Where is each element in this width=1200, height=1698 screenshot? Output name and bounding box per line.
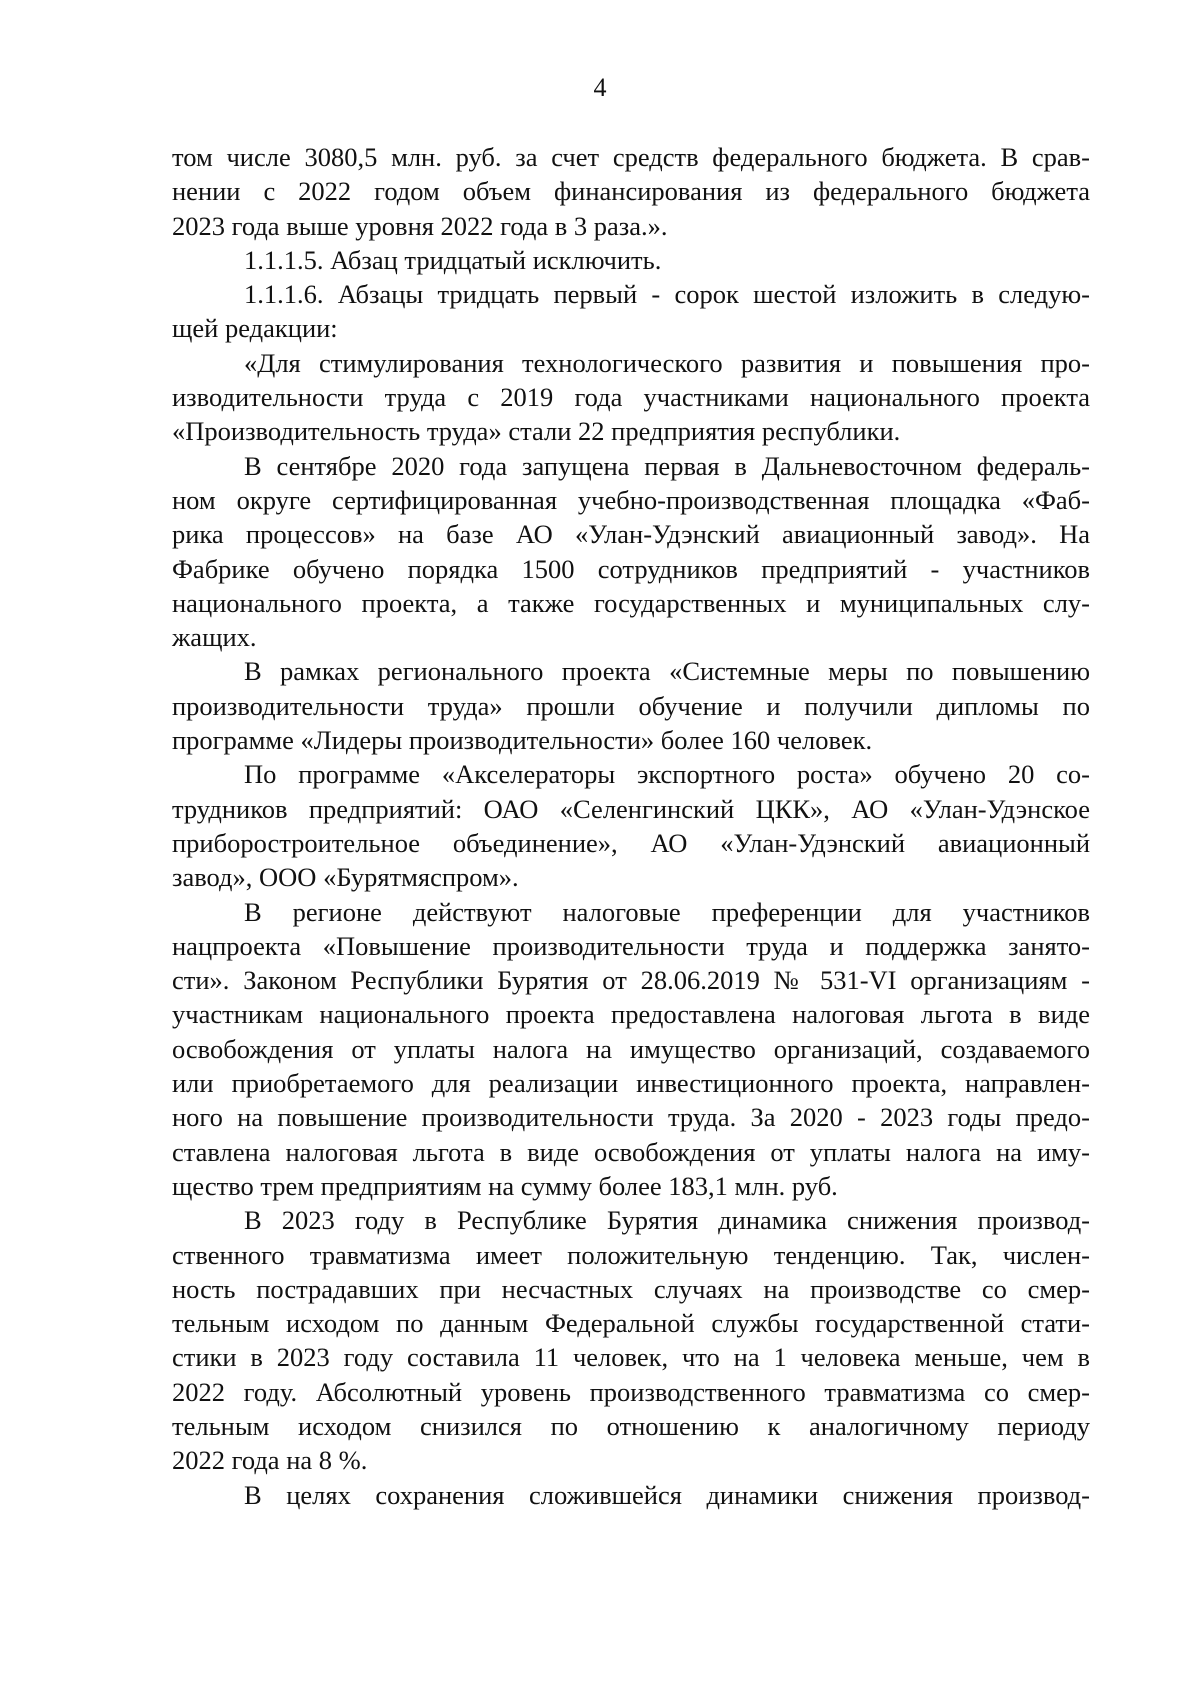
paragraph-first-line: В 2023 году в Республике Бурятия динамика снижения производ- <box>244 1205 1090 1236</box>
paragraph-first-line: По программе «Акселераторы экспортного роста» обучено 20 со- <box>244 759 1090 790</box>
text-line: производительности труда» прошли обучение и получили дипломы по <box>172 690 1090 721</box>
text-line: жащих. <box>172 622 257 653</box>
text-line: стики в 2023 году составила 11 человек, что на 1 человека меньше, чем в <box>172 1342 1090 1373</box>
text-line: «Производительность труда» стали 22 предприятия республики. <box>172 416 901 447</box>
text-line: участникам национального проекта предоставлена налоговая льгота в виде <box>172 999 1090 1030</box>
text-line: нацпроекта «Повышение производительности труда и поддержка занято- <box>172 930 1090 961</box>
text-line: ном округе сертифицированная учебно-производственная площадка «Фаб- <box>172 484 1090 515</box>
paragraph-first-line: 1.1.1.6. Абзацы тридцать первый - сорок шестой изложить в следую- <box>244 279 1090 310</box>
paragraph-first-line: В регионе действуют налоговые преференции для участников <box>244 896 1090 927</box>
text-line: ставлена налоговая льгота в виде освобождения от уплаты налога на иму- <box>172 1136 1090 1167</box>
text-line: программе «Лидеры производительности» более 160 человек. <box>172 725 873 756</box>
document-body <box>172 140 1090 1512</box>
text-line: тельным исходом снизился по отношению к аналогичному периоду <box>172 1410 1090 1441</box>
paragraph-first-line: «Для стимулирования технологического развития и повышения про- <box>244 347 1090 378</box>
text-line: ность пострадавших при несчастных случаях на производстве со смер- <box>172 1273 1090 1304</box>
text-line: изводительности труда с 2019 года участниками национального проекта <box>172 382 1090 413</box>
paragraph-first-line: В целях сохранения сложившейся динамики снижения производ- <box>244 1479 1090 1510</box>
text-line: сти». Законом Республики Бурятия от 28.06.2019 № 531-VI организациям - <box>172 965 1090 996</box>
text-line: нении с 2022 годом объем финансирования из федерального бюджета <box>172 176 1090 207</box>
text-line: щей редакции: <box>172 313 338 344</box>
text-line: 2023 года выше уровня 2022 года в 3 раза.». <box>172 210 668 241</box>
text-line: рика процессов» на базе АО «Улан-Удэнский авиационный завод». На <box>172 519 1090 550</box>
text-line: или приобретаемого для реализации инвестиционного проекта, направлен- <box>172 1068 1090 1099</box>
text-line: приборостроительное объединение», АО «Улан-Удэнский авиационный <box>172 827 1090 858</box>
paragraph-first-line: В сентябре 2020 года запущена первая в Дальневосточном федераль- <box>244 450 1090 481</box>
text-line: 2022 году. Абсолютный уровень производственного травматизма со смер- <box>172 1376 1090 1407</box>
paragraph-first-line: В рамках регионального проекта «Системные меры по повышению <box>244 656 1090 687</box>
text-line: национального проекта, а также государственных и муниципальных слу- <box>172 587 1090 618</box>
page-number: 4 <box>593 73 607 102</box>
text-line: освобождения от уплаты налога на имущество организаций, создаваемого <box>172 1033 1090 1064</box>
text-line: том числе 3080,5 млн. руб. за счет средств федерального бюджета. В срав- <box>172 142 1090 172</box>
text-line: ственного травматизма имеет положительную тенденцию. Так, числен- <box>172 1239 1090 1270</box>
text-line: тельным исходом по данным Федеральной службы государственной стати- <box>172 1308 1090 1339</box>
text-line: завод», ООО «Бурятмяспром». <box>172 862 519 893</box>
text-line: трудников предприятий: ОАО «Селенгинский ЦКК», АО «Улан-Удэнское <box>172 793 1090 824</box>
text-line: ного на повышение производительности труда. За 2020 - 2023 годы предо- <box>172 1102 1090 1133</box>
text-line: 2022 года на 8 %. <box>172 1445 368 1476</box>
paragraph-first-line: 1.1.1.5. Абзац тридцатый исключить. <box>244 244 662 275</box>
text-line: Фабрике обучено порядка 1500 сотрудников предприятий - участников <box>172 553 1090 584</box>
text-line: щество трем предприятиям на сумму более 183,1 млн. руб. <box>172 1170 838 1201</box>
